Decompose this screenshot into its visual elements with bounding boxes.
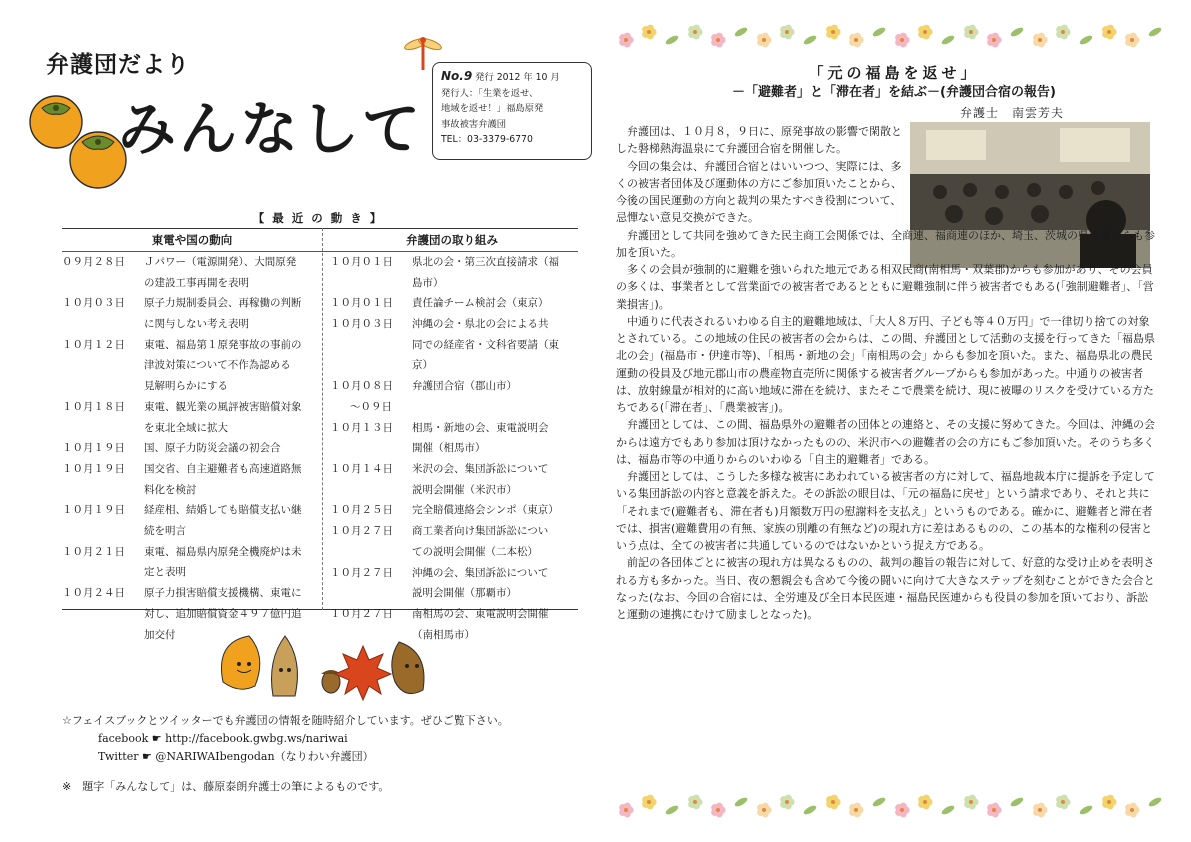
flower-icon xyxy=(1033,803,1047,818)
activity-text: 津波対策について不作為認める xyxy=(144,359,291,372)
article-body xyxy=(616,123,1156,623)
flower-icon xyxy=(1102,25,1116,40)
activity-text: 東電、福島第１原発事故の事前の xyxy=(144,338,302,351)
activity-date: １０月２７日 xyxy=(330,607,393,620)
activity-text: を東北全域に拡大 xyxy=(144,421,228,434)
flower-icon xyxy=(780,795,794,810)
activity-date: １０月２７日 xyxy=(330,566,393,579)
flower-icon xyxy=(826,25,840,40)
flower-icon xyxy=(642,795,656,810)
flower-icon xyxy=(964,25,978,40)
flower-icon xyxy=(1147,796,1162,808)
flower-icon xyxy=(1125,803,1139,818)
flower-icon xyxy=(1056,795,1070,810)
activity-text: 料化を検討 xyxy=(144,483,197,496)
flower-icon xyxy=(733,26,748,38)
article-subtitle: －「避難者」と「滞在者」を結ぶ－(弁護団合宿の報告) xyxy=(732,85,1056,100)
flower-icon xyxy=(849,33,863,48)
activity-text: 開催（相馬市） xyxy=(412,442,486,455)
activities-title: 【 最 近 の 動 き 】 xyxy=(252,211,384,225)
flower-icon xyxy=(1102,795,1116,810)
activity-text: 原子力損害賠償支援機構、東電に xyxy=(144,587,302,600)
activity-text: 沖縄の会・県北の会による共 xyxy=(412,318,549,331)
article-title: 「元の福島を返せ」 xyxy=(808,64,980,82)
flower-icon xyxy=(802,804,817,816)
article-paragraph: 弁護団として共同を強めてきた民主商工会関係では、全商連、福商連のほか、埼玉、茨城の県商連からも参加を頂いた。 xyxy=(616,228,1155,259)
telephone: TEL：03-3379-6770 xyxy=(441,134,533,145)
flower-icon xyxy=(918,25,932,40)
activity-text: 国、原子力防災会議の初会合 xyxy=(144,442,281,455)
sns-intro: ☆フェイスブックとツイッターでも弁護団の情報を随時紹介しています。ぜひご覧下さい。 xyxy=(62,714,509,727)
activity-text: 責任論チーム検討会（東京） xyxy=(412,297,549,310)
left-column-header: 東電や国の動向 xyxy=(151,233,233,247)
flower-icon xyxy=(733,796,748,808)
column-divider xyxy=(322,228,323,610)
activity-text: 同での経産省・文科省要請（東 xyxy=(412,338,559,351)
activity-date: １０月２４日 xyxy=(62,587,125,600)
activity-text: の建設工事再開を表明 xyxy=(144,276,249,289)
flower-icon xyxy=(895,803,909,818)
flower-icon xyxy=(711,803,725,818)
flower-icon xyxy=(987,803,1001,818)
activity-text: 続を明言 xyxy=(144,525,186,538)
flower-icon xyxy=(987,33,1001,48)
article-paragraph: 多くの会員が強制的に避難を強いられた地元である相双民商(南相馬・双葉郡)からも参加があり、その会員の多くは、事業者として営業面での被害者であるとともに避難強制に伴う被害者でもある(「強制避難者」、「営業損害」)。 xyxy=(616,263,1154,311)
activity-date: １０月１９日 xyxy=(62,504,125,517)
activity-date: １０月１９日 xyxy=(62,463,125,475)
article-paragraph: 弁護団は、１０月８，９日に、原発事故の影響で閑散とした磐梯熱海温泉にて弁護団合宿を開催した。 xyxy=(616,125,902,156)
activity-date: ０９月２８日 xyxy=(62,256,125,268)
flower-icon xyxy=(802,34,817,46)
activity-date: １０月０３日 xyxy=(330,318,393,331)
activity-date: １０月１３日 xyxy=(330,421,393,434)
activity-date: １０月１９日 xyxy=(62,442,125,455)
issue-number: No.9 xyxy=(441,69,473,83)
flower-icon xyxy=(780,25,794,40)
article-paragraph: 前記の各団体ごとに被害の現れ方は異なるものの、裁判の趣旨の報告に対して、好意的な受け止めを表明される方も多かった。当日、夜の懇親会も含めて今後の闘いに向けて大きなステップを刻むことができた会合となった(なお、今回の合宿には、全労連及び全日本民医連・福島民医連からも役員の参加を頂いており、訴訟と運動の連携にむけて励ましとなった)。 xyxy=(616,556,1155,621)
activity-text: 米沢の会、集団訴訟について xyxy=(412,463,549,475)
sns-info xyxy=(62,712,509,766)
article-paragraph: 弁護団としては、こうした多様な被害にあわれている被害者の方に対して、福島地裁本庁に提訴を予定している集団訴訟の内容と意義を訴えた。その訴訟の眼目は、「元の福島に戻せ」という請求であり、それと共に「それまで(避難者も、滞在者も)月額数万円の慰謝料を支払え」というものである。確かに、避難者と滞在者では、損害(避難費用の有無、家族の別離の有無など)の現れ方に差はあるものの、この基本的な権利の侵害という点は、全ての被害者に共通しているのではないかという捉え方である。 xyxy=(616,470,1155,552)
publisher-line: 発行人：「生業を返せ、 xyxy=(441,87,539,99)
flower-icon xyxy=(642,25,656,40)
publisher-line: 地域を返せ！」福島原発 xyxy=(441,103,544,114)
activity-text: ての説明会開催（二本松） xyxy=(412,545,538,558)
title-credit-note: ※ 題字「みんなして」は、藤原泰朗弁護士の筆によるものです。 xyxy=(62,780,390,793)
flower-icon xyxy=(619,33,633,48)
activity-date: １０月０８日 xyxy=(330,380,393,393)
activity-text: 京） xyxy=(412,359,433,372)
activity-text: 見解明らかにする xyxy=(144,380,228,393)
activity-date: １０月０１日 xyxy=(330,297,393,310)
flower-icon xyxy=(619,803,633,818)
activity-date: １０月１２日 xyxy=(62,338,125,351)
right-column-header: 弁護団の取り組み xyxy=(406,233,498,247)
activity-text: 商工業者向け集団訴訟につい xyxy=(412,525,549,538)
flower-icon xyxy=(940,804,955,816)
flower-icon xyxy=(1078,34,1093,46)
facebook-link[interactable]: facebook ☛ http://facebook.gwbg.ws/nariwai xyxy=(98,732,348,745)
activity-text: 島市） xyxy=(412,276,444,289)
activity-text: 経産相、結婚しても賠償支払い継 xyxy=(144,504,302,517)
activity-text: に関与しない考え表明 xyxy=(144,318,249,331)
flower-icon xyxy=(871,26,886,38)
masthead-title: みんなして xyxy=(118,95,424,163)
flower-icon xyxy=(1125,33,1139,48)
flower-icon xyxy=(849,803,863,818)
flower-icon xyxy=(664,34,679,46)
publisher-line: 事故被害弁護団 xyxy=(441,118,507,130)
flower-icon xyxy=(1009,26,1024,38)
flower-icon xyxy=(1033,33,1047,48)
activity-date: １０月１４日 xyxy=(330,463,393,475)
activity-date: １０月１８日 xyxy=(62,400,125,413)
flower-icon xyxy=(757,803,771,818)
activity-date: １０月２５日 xyxy=(330,504,393,517)
activity-text: 東電、福島県内原発全機廃炉は未 xyxy=(144,545,302,558)
flower-icon xyxy=(711,33,725,48)
flower-icon xyxy=(918,795,932,810)
activity-text: 説明会開催（米沢市） xyxy=(412,483,517,496)
flower-icon xyxy=(688,795,702,810)
flower-border-top xyxy=(614,18,1170,54)
flower-icon xyxy=(871,796,886,808)
twitter-link[interactable]: Twitter ☛ @NARIWAIbengodan（なりわい弁護団） xyxy=(98,750,374,763)
flower-icon xyxy=(1147,26,1162,38)
activity-date: １０月０１日 xyxy=(330,256,393,268)
activity-text: 対し、追加賠償資金４９７億円追 xyxy=(144,607,302,620)
issue-date: 発行 2012 年 10 月 xyxy=(475,72,560,83)
flower-icon xyxy=(895,33,909,48)
autumn-leaves-illustration xyxy=(213,622,443,708)
activity-text: 南相馬の会、東電説明会開催 xyxy=(412,607,549,620)
article-paragraph: 中通りに代表されるいわゆる自主的避難地域は、「大人８万円、子ども等４０万円」で一律切り捨ての対象とされている。この地域の住民の被害者の会からは、この間、弁護団として活動の支援を行ってきた「福島県北の会」(福島市・伊達市等)、「相馬・新地の会」「南相馬の会」からも参加を頂いた。また、福島県北の農民運動の役員及び地元郡山市の農産物直売所に関係する被害者グループからも参加があった。中通りの被害者は、放射線量が相対的に高い地域に滞在を続け、またそこで農業を続け、現に被曝のリスクを受けている方たちである(「滞在者」、「農業被害」)。 xyxy=(616,314,1155,414)
activity-text: 弁護団合宿（郡山市） xyxy=(412,380,517,393)
article-author: 弁護士 南雲芳夫 xyxy=(960,106,1065,120)
flower-icon xyxy=(964,795,978,810)
flower-icon xyxy=(1078,804,1093,816)
activity-text: 定と表明 xyxy=(144,566,186,579)
flower-icon xyxy=(1056,25,1070,40)
article-paragraph: 弁護団としては、この間、福島県外の避難者の団体との連絡と、その支援に努めてきた。今回は、沖縄の会からは遠方でもあり参加は頂けなかったものの、米沢市への避難者の会の方にもご参加頂いた。そのうち多くは、福島市等の中通りからのいわゆる「自主的避難者」である。 xyxy=(616,418,1155,466)
activity-date: １０月２７日 xyxy=(330,525,393,538)
activity-date: １０月２１日 xyxy=(62,545,125,558)
activity-text: 沖縄の会、集団訴訟について xyxy=(412,566,549,579)
activity-text: 県北の会・第三次直接請求（福 xyxy=(412,256,559,268)
flower-icon xyxy=(688,25,702,40)
activity-text: （南相馬市） xyxy=(412,628,475,641)
activity-text: 相馬・新地の会、東電説明会 xyxy=(412,421,549,434)
activity-text: 説明会開催（那覇市） xyxy=(412,587,517,600)
activity-date: １０月０３日 xyxy=(62,297,125,310)
activity-text: 原子力規制委員会、再稼働の判断 xyxy=(144,297,302,310)
activity-text: 国交省、自主避難者も高速道路無 xyxy=(144,463,302,475)
issue-info-box xyxy=(432,62,592,160)
flower-border-bottom xyxy=(614,788,1170,824)
flower-icon xyxy=(757,33,771,48)
activity-text: 完全賠償連絡会シンポ（東京） xyxy=(412,504,559,517)
activity-text: 東電、観光業の風評被害賠償対象 xyxy=(144,400,302,413)
masthead-subtitle: 弁護団だより xyxy=(46,52,190,78)
flower-icon xyxy=(940,34,955,46)
flower-icon xyxy=(664,804,679,816)
article-paragraph: 今回の集会は、弁護団合宿とはいいつつ、実際には、多くの被害者団体及び運動体の方にご参加頂いたことから、今後の国民運動の方向と裁判の果たすべき役割について、忌憚ない意見交換ができた。 xyxy=(616,159,902,225)
flower-icon xyxy=(1009,796,1024,808)
activity-text: 加交付 xyxy=(144,628,176,641)
flower-icon xyxy=(826,795,840,810)
activity-text: Ｊパワー（電源開発）、大間原発 xyxy=(144,256,297,268)
activity-date-end: ～０９日 xyxy=(350,400,392,413)
